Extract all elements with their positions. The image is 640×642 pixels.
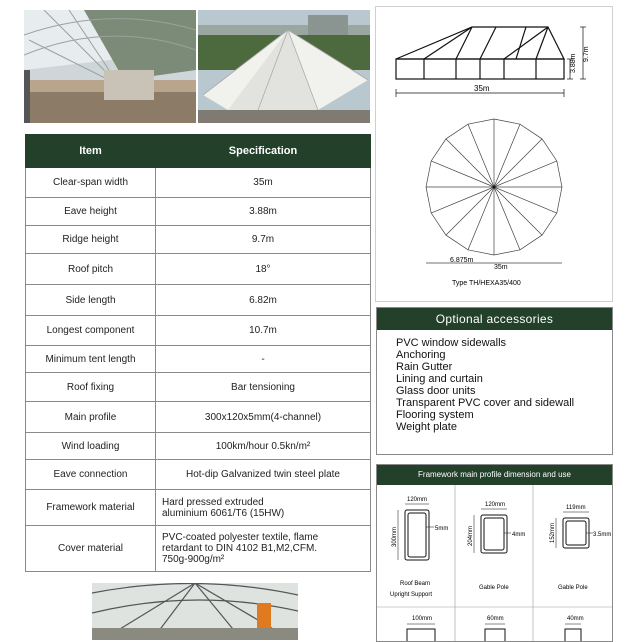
list-item: Rain Gutter — [396, 361, 453, 373]
profile6-width: 40mm — [567, 616, 584, 622]
list-item: Lining and curtain — [396, 373, 483, 385]
row-item: Roof pitch — [26, 254, 156, 285]
ridge-height-label: 9.7m — [583, 46, 590, 62]
profile1-thickness: 5mm — [435, 526, 449, 532]
profile1-width: 120mm — [407, 497, 428, 503]
table-row — [26, 254, 371, 285]
row-spec: 100km/hour 0.5kn/m² — [156, 433, 371, 460]
row-item: Cover material — [26, 526, 156, 572]
tent-interior-photo — [24, 10, 196, 123]
row-item: Framework material — [26, 490, 156, 526]
row-spec: Hard pressed extruded aluminium 6061/T6 (15HW) — [156, 490, 371, 526]
width-label: 35m — [474, 84, 490, 93]
tent-exterior-photo — [198, 10, 370, 123]
row-item: Clear-span width — [26, 168, 156, 198]
list-item: Transparent PVC cover and sidewall — [396, 397, 575, 409]
row-spec: 9.7m — [156, 226, 371, 254]
table-row — [26, 226, 371, 254]
list-item: Flooring system — [396, 409, 474, 421]
plan-rafter-line — [446, 139, 494, 187]
list-item: PVC window sidewalls — [396, 337, 507, 349]
row-item: Roof fixing — [26, 373, 156, 402]
row-spec: 300x120x5mm(4-channel) — [156, 402, 371, 433]
plan-rafter-line — [494, 139, 542, 187]
row-spec: 35m — [156, 168, 371, 198]
plan-side-label: 6.875m — [450, 257, 474, 264]
row-spec: 10.7m — [156, 316, 371, 346]
profile2-caption: Gable Pole — [479, 585, 509, 591]
table-row — [26, 346, 371, 373]
table-row — [26, 168, 371, 198]
list-item: Weight plate — [396, 421, 457, 433]
profile1-caption: Roof Beam — [400, 581, 431, 587]
row-item: Main profile — [26, 402, 156, 433]
table-row — [26, 402, 371, 433]
profile2-width: 120mm — [485, 502, 506, 508]
plan-center-point — [493, 186, 496, 189]
profile5-width: 60mm — [487, 616, 504, 622]
row-item: Side length — [26, 285, 156, 316]
row-item: Ridge height — [26, 226, 156, 254]
table-row — [26, 198, 371, 226]
row-spec: Bar tensioning — [156, 373, 371, 402]
tent-elevation-and-plan-drawing — [376, 7, 612, 301]
plan-diameter-label: 35m — [494, 264, 508, 271]
row-item: Eave connection — [26, 460, 156, 490]
list-item: Anchoring — [396, 349, 446, 361]
tent-drawing-panel — [375, 6, 613, 302]
profile3-height: 152mm — [550, 522, 556, 543]
row-item: Minimum tent length — [26, 346, 156, 373]
table-row — [26, 526, 371, 572]
plan-rafter-line — [446, 187, 494, 235]
row-item: Eave height — [26, 198, 156, 226]
profile2-thickness: 4mm — [512, 532, 526, 538]
row-item: Longest component — [26, 316, 156, 346]
list-item: Glass door units — [396, 385, 476, 397]
profile2-height: 204mm — [468, 525, 474, 546]
tent-type-label: Type TH/HEXA35/400 — [452, 280, 521, 287]
row-item: Wind loading — [26, 433, 156, 460]
row-spec: 6.82m — [156, 285, 371, 316]
row-spec: - — [156, 346, 371, 373]
row-spec: Hot-dip Galvanized twin steel plate — [156, 460, 371, 490]
profile1-height: 300mm — [392, 526, 398, 547]
table-row — [26, 316, 371, 346]
specification-table — [25, 134, 371, 572]
plan-rafter-line — [494, 187, 542, 235]
table-row — [26, 285, 371, 316]
row-spec: 3.88m — [156, 198, 371, 226]
profile4-width: 100mm — [412, 616, 433, 622]
table-row — [26, 433, 371, 460]
framework-profile-panel — [376, 464, 613, 642]
header-item: Item — [26, 135, 156, 168]
table-row — [26, 373, 371, 402]
profile1-caption-2: Upright Support — [390, 592, 433, 598]
profile3-width: 119mm — [566, 505, 586, 511]
optional-accessories-panel — [376, 307, 613, 455]
tent-construction-photo — [92, 583, 298, 640]
profile3-caption: Gable Pole — [558, 585, 588, 591]
optional-accessories-title: Optional accessories — [377, 308, 612, 330]
framework-title: Framework main profile dimension and use — [377, 465, 612, 485]
profile3-thickness: 3.5mm — [593, 532, 612, 538]
profile-cross-section-drawings — [377, 485, 612, 641]
row-spec: PVC-coated polyester textile, flame retardant to DIN 4102 B1,M2,CFM. 750g-900g/m² — [156, 526, 371, 572]
row-spec: 18° — [156, 254, 371, 285]
table-row — [26, 460, 371, 490]
header-specification: Specification — [156, 135, 371, 168]
accessories-list — [377, 330, 612, 433]
eave-height-label: 3.88m — [570, 53, 577, 73]
table-row — [26, 490, 371, 526]
